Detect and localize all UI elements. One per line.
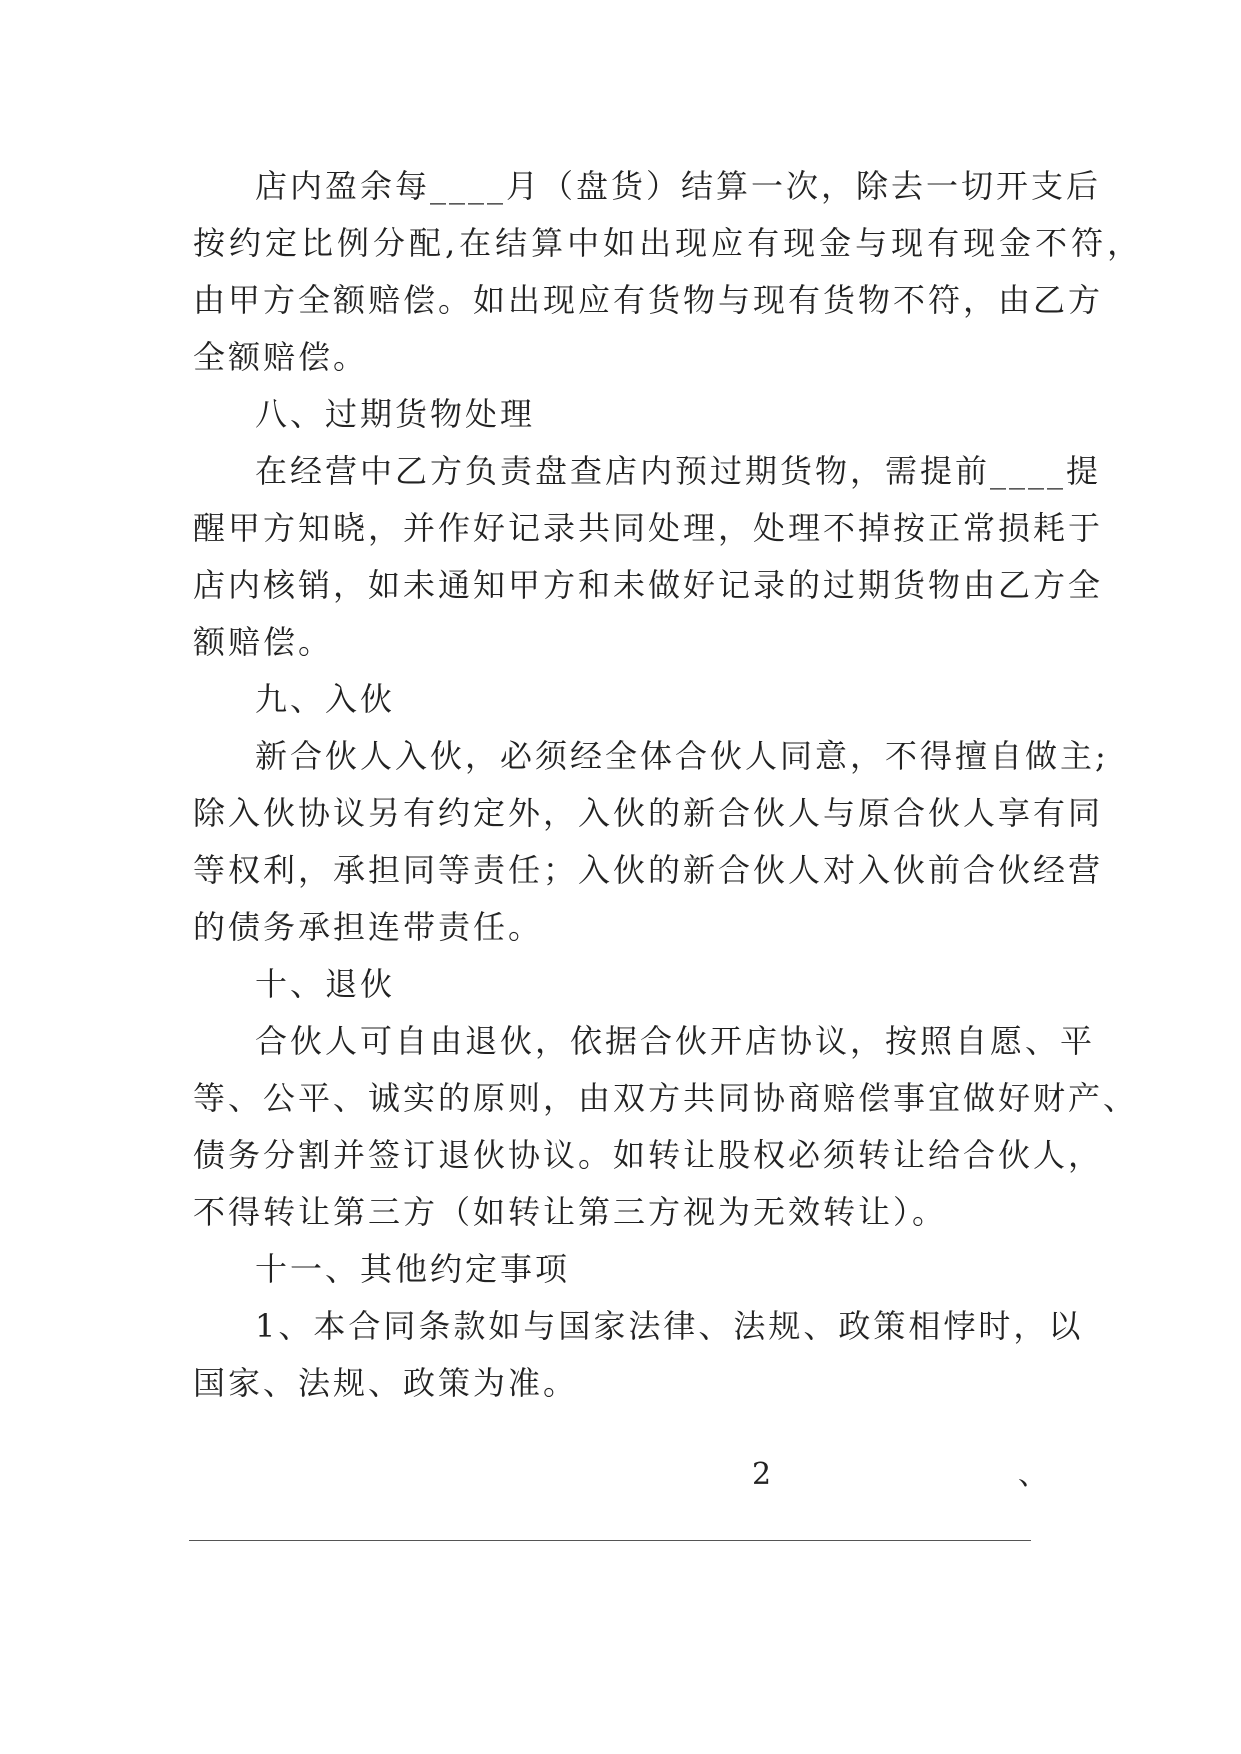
paragraph-line: 除入伙协议另有约定外，入伙的新合伙人与原合伙人享有同 xyxy=(193,794,1104,832)
paragraph-line: 额赔偿。 xyxy=(193,623,334,661)
section-heading: 八、过期货物处理 xyxy=(255,395,536,433)
paragraph-line: 新合伙人入伙，必须经全体合伙人同意，不得擅自做主; xyxy=(255,737,1109,775)
paragraph-line: 醒甲方知晓，并作好记录共同处理，处理不掉按正常损耗于 xyxy=(193,509,1104,547)
paragraph-line: 在经营中乙方负责盘查店内预过期货物，需提前____提 xyxy=(255,452,1102,490)
paragraph-line: 全额赔偿。 xyxy=(193,338,369,376)
section-heading: 九、入伙 xyxy=(255,680,396,718)
paragraph-line: 由甲方全额赔偿。如出现应有货物与现有货物不符，由乙方 xyxy=(193,281,1104,319)
paragraph-line: 合伙人可自由退伙，依据合伙开店协议，按照自愿、平 xyxy=(255,1022,1096,1060)
paragraph-line: 国家、法规、政策为准。 xyxy=(193,1364,579,1402)
section-heading: 十一、其他约定事项 xyxy=(255,1250,571,1288)
paragraph-line: 等权利，承担同等责任；入伙的新合伙人对入伙前合伙经营 xyxy=(193,851,1104,889)
paragraph-line: 店内核销，如未通知甲方和未做好记录的过期货物由乙方全 xyxy=(193,566,1104,604)
section-heading: 十、退伙 xyxy=(255,965,396,1003)
paragraph-line: 债务分割并签订退伙协议。如转让股权必须转让给合伙人， xyxy=(193,1136,1104,1174)
paragraph-line: 按约定比例分配,在结算中如出现应有现金与现有现金不符， xyxy=(193,224,1144,262)
footer-divider xyxy=(189,1540,1031,1541)
paragraph-line: 的债务承担连带责任。 xyxy=(193,908,544,946)
paragraph-line: 不得转让第三方（如转让第三方视为无效转让）。 xyxy=(193,1193,948,1231)
paragraph-line: 等、公平、诚实的原则，由双方共同协商赔偿事宜做好财产、 xyxy=(193,1079,1139,1117)
paragraph-line: 店内盈余每____月（盘货）结算一次，除去一切开支后 xyxy=(255,167,1102,205)
page-number: 2 xyxy=(752,1457,772,1492)
trailing-punctuation: 、 xyxy=(1018,1457,1048,1492)
paragraph-line: 1、本合同条款如与国家法律、法规、政策相悖时，以 xyxy=(255,1307,1084,1345)
